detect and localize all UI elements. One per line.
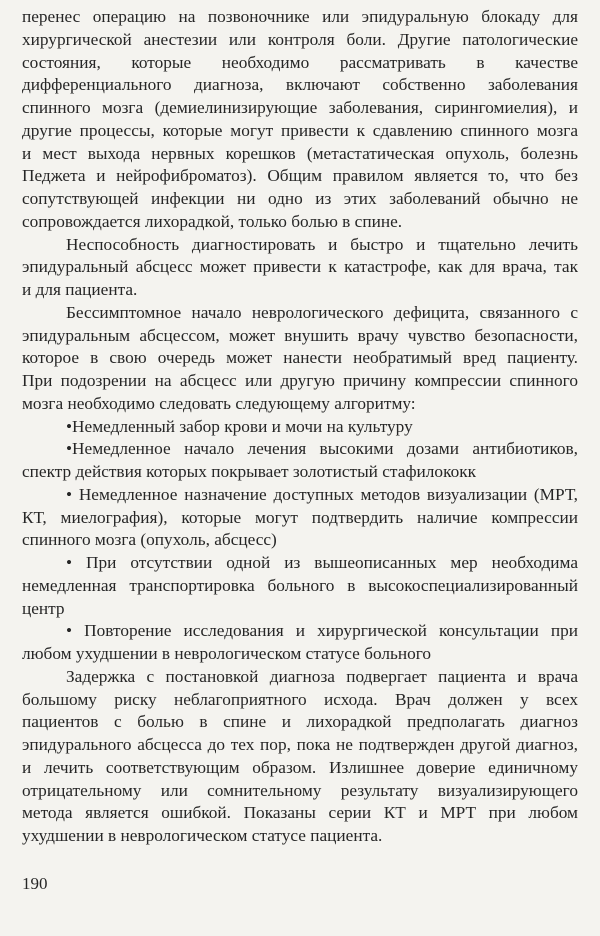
page-body xyxy=(22,6,578,848)
paragraph xyxy=(22,234,578,302)
text-line: метода является ошибкой. Показаны серии КТ и МРТ при любом xyxy=(22,803,578,823)
text-line: •Немедленное начало лечения высокими дозами антибиотиков, xyxy=(66,439,578,459)
text-line: мозга необходимо следовать следующему алгоритму: xyxy=(22,393,416,413)
text-line: Задержка с постановкой диагноза подвергает пациента и врача xyxy=(66,666,578,686)
text-line: спинного мозга (демиелинизирующие заболевания, сирингомиелия), и xyxy=(22,98,578,117)
text-line: пациентов с болью в спине и лихорадкой предполагать диагноз xyxy=(22,712,578,732)
text-line: • Немедленное назначение доступных методов визуализации (МРТ, xyxy=(66,484,578,504)
text-line: перенес операцию на позвоночнике или эпидуральную блокаду для xyxy=(22,7,578,26)
paragraph xyxy=(22,438,578,484)
text-line: эпидуральным абсцессом, может внушить врачу чувство безопасности, xyxy=(22,325,578,345)
text-line: центр xyxy=(22,598,65,618)
text-line: ухудшении в неврологическом статусе пациента. xyxy=(22,826,383,845)
text-line: большому риску неблагоприятного исхода. Врач должен у всех xyxy=(22,689,578,709)
text-line: • При отсутствии одной из вышеописанных мер необходима xyxy=(66,553,578,572)
text-line: сопровождается лихорадкой, только болью в спине. xyxy=(22,211,403,231)
text-line: Педжета и нейрофиброматоз). Общим правилом является то, что без xyxy=(22,166,578,186)
text-line: дифференциального диагноза, включают собственно заболевания xyxy=(22,75,578,95)
page-number: 190 xyxy=(22,874,48,893)
text-line: сопутствующей инфекции ни одно из этих заболеваний обычно не xyxy=(22,189,578,208)
text-line: эпидуральный абсцесс может привести к катастрофе, как для врача, так xyxy=(22,257,578,277)
text-line: КТ, миелография), которые могут подтвердить наличие компрессии xyxy=(22,507,578,527)
paragraph xyxy=(22,620,578,666)
paragraph xyxy=(22,302,578,416)
text-line: спектр действия которых покрывает золотистый стафилококк xyxy=(22,462,477,481)
text-line: которое в свою очередь может нанести необратимый вред пациенту. xyxy=(22,348,578,368)
text-line: •Немедленный забор крови и мочи на культуру xyxy=(66,416,413,436)
paragraph xyxy=(22,484,578,552)
text-line: При подозрении на абсцесс или другую причину компрессии спинного xyxy=(22,371,578,390)
text-line: и лечить соответствующим образом. Излишнее доверие единичному xyxy=(22,757,578,777)
paragraph xyxy=(22,552,578,620)
text-line: эпидурального абсцесса до тех пор, пока не подтвержден другой диагноз, xyxy=(22,735,578,754)
text-line: • Повторение исследования и хирургической консультации при xyxy=(66,621,578,641)
paragraph xyxy=(22,416,578,439)
text-line: Неспособность диагностировать и быстро и тщательно лечить xyxy=(66,234,578,254)
text-line: другие процессы, которые могут привести к сдавлению спинного мозга xyxy=(22,120,578,140)
paragraph xyxy=(22,6,578,234)
text-line: и мест выхода нервных корешков (метастатическая опухоль, болезнь xyxy=(22,143,578,163)
text-line: Бессимптомное начало неврологического дефицита, связанного с xyxy=(66,302,578,322)
text-line: любом ухудшении в неврологическом статусе больного xyxy=(22,644,432,663)
text-line: немедленная транспортировка больного в высокоспециализированный xyxy=(22,575,578,595)
text-line: состояния, которые необходимо рассматривать в качестве xyxy=(22,52,578,72)
paragraph xyxy=(22,666,578,848)
text-line: и для пациента. xyxy=(22,280,138,299)
text-line: отрицательному или сомнительному результату визуализирующего xyxy=(22,780,578,800)
text-line: хирургической анестезии или контроля боли. Другие патологические xyxy=(22,29,578,49)
text-line: спинного мозга (опухоль, абсцесс) xyxy=(22,530,277,550)
